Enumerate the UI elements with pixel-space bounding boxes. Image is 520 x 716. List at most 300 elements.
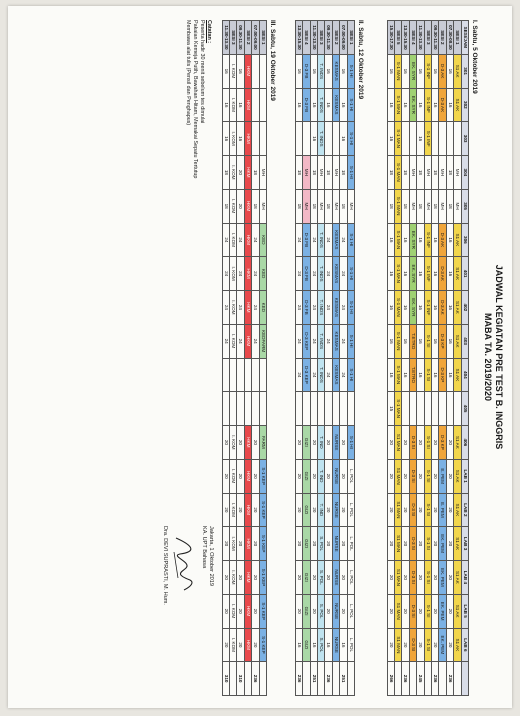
- schedule-cell: 20: [222, 493, 229, 527]
- schedule-cell: 24: [237, 324, 244, 358]
- schedule-cell: T.ETRO: [409, 324, 416, 358]
- schedule-cell: 20: [432, 561, 439, 595]
- table-row: [237, 21, 244, 696]
- schedule-sheet: [8, 6, 512, 708]
- table-row: [454, 21, 461, 696]
- schedule-cell: NURSE: [332, 493, 339, 527]
- sesi-cell: SESI 4: [409, 21, 416, 55]
- note-line-1: Peserta hadir 30 menit sebelum tes dimulai: [199, 20, 205, 124]
- schedule-cell: GIZI: [303, 426, 310, 460]
- table-row: [318, 21, 325, 696]
- schedule-cell: GIZI: [303, 561, 310, 595]
- schedule-cell: 20: [340, 459, 347, 493]
- schedule-cell: 16: [340, 88, 347, 122]
- schedule-cell: HKM: [244, 189, 251, 223]
- schedule-cell: T. INDS: [318, 291, 325, 325]
- header-room: 405: [461, 392, 468, 426]
- schedule-cell: [439, 122, 446, 156]
- total-cell: 266: [387, 662, 394, 696]
- schedule-cell: 24: [252, 223, 259, 257]
- schedule-cell: 18: [432, 156, 439, 190]
- schedule-cell: [259, 122, 266, 156]
- schedule-cell: 16: [310, 122, 317, 156]
- sesi-cell: 11.30-13.30: [417, 21, 424, 55]
- schedule-cell: EK. SYR: [409, 257, 416, 291]
- schedule-cell: 16: [432, 223, 439, 257]
- schedule-cell: KED: [259, 223, 266, 257]
- schedule-cell: 20: [310, 594, 317, 628]
- schedule-cell: 20: [340, 527, 347, 561]
- section-1-title: I. Sabtu, 5 Oktober 2019: [471, 20, 478, 94]
- total-cell: 310: [237, 662, 244, 696]
- schedule-cell: L. POL: [347, 594, 354, 628]
- schedule-cell: GIZI: [303, 493, 310, 527]
- schedule-cell: S1 MAN: [395, 527, 402, 561]
- schedule-cell: 20: [295, 561, 302, 595]
- table-row: [347, 21, 354, 696]
- schedule-cell: 16: [432, 88, 439, 122]
- schedule-cell: 20: [237, 189, 244, 223]
- schedule-cell: D-3 SI: [409, 493, 416, 527]
- schedule-cell: MH: [318, 189, 325, 223]
- schedule-cell: 20: [295, 426, 302, 460]
- schedule-cell: MH: [259, 156, 266, 190]
- schedule-cell: [318, 392, 325, 426]
- schedule-cell: 20: [432, 426, 439, 460]
- table-row: [222, 21, 229, 696]
- schedule-cell: 24: [222, 324, 229, 358]
- total-cell: [303, 662, 310, 696]
- schedule-cell: S1 MAN: [395, 561, 402, 595]
- schedule-cell: 20: [432, 527, 439, 561]
- schedule-cell: NURSE: [332, 561, 339, 595]
- schedule-cell: 20: [295, 527, 302, 561]
- schedule-table-3: [222, 20, 267, 696]
- schedule-cell: I. KOM: [230, 122, 237, 156]
- header-room: LAB 1: [461, 459, 468, 493]
- schedule-cell: EK. SYR: [409, 54, 416, 88]
- schedule-cell: 20: [387, 527, 394, 561]
- schedule-cell: S-1 HI: [347, 156, 354, 190]
- schedule-cell: EK. SYR: [409, 88, 416, 122]
- schedule-table-1: [387, 20, 469, 696]
- schedule-cell: 20: [295, 594, 302, 628]
- schedule-cell: 24: [340, 358, 347, 392]
- schedule-cell: S-1 MAN: [395, 392, 402, 426]
- schedule-cell: 16: [222, 88, 229, 122]
- schedule-cell: 18: [446, 156, 453, 190]
- schedule-cell: S-1 INF: [424, 257, 431, 291]
- schedule-cell: I. KOM: [230, 324, 237, 358]
- schedule-cell: [325, 392, 332, 426]
- table-row: [325, 21, 332, 696]
- total-cell: 310: [222, 662, 229, 696]
- schedule-cell: S-1 SI: [424, 561, 431, 595]
- schedule-cell: S1 AK: [454, 88, 461, 122]
- schedule-cell: 16: [417, 291, 424, 325]
- schedule-cell: [446, 122, 453, 156]
- schedule-cell: 24: [325, 291, 332, 325]
- schedule-cell: 16: [310, 88, 317, 122]
- schedule-cell: 20: [446, 459, 453, 493]
- schedule-cell: 24: [295, 358, 302, 392]
- sesi-cell: SESI 2: [439, 21, 446, 55]
- schedule-cell: 18: [432, 189, 439, 223]
- schedule-cell: 24: [325, 257, 332, 291]
- schedule-cell: T. INDS: [318, 54, 325, 88]
- schedule-cell: 20: [417, 493, 424, 527]
- sesi-cell: 11.30-13.30: [310, 21, 317, 55]
- schedule-cell: I. KOM: [230, 223, 237, 257]
- schedule-cell: 20: [432, 594, 439, 628]
- schedule-cell: KESMAS: [332, 257, 339, 291]
- schedule-cell: 20: [310, 527, 317, 561]
- schedule-cell: EK. PEM: [439, 628, 446, 662]
- schedule-cell: 16: [402, 291, 409, 325]
- schedule-cell: D-3 KP: [439, 324, 446, 358]
- schedule-cell: D-3 AK: [439, 54, 446, 88]
- schedule-cell: D-3 SI: [409, 594, 416, 628]
- table-row: [402, 21, 409, 696]
- schedule-cell: 16: [237, 54, 244, 88]
- schedule-cell: T. IND: [318, 493, 325, 527]
- section-2-title: II. Sabtu, 12 Oktober 2019: [357, 20, 364, 100]
- table-row: [230, 21, 237, 696]
- schedule-cell: [347, 392, 354, 426]
- schedule-cell: 20: [310, 426, 317, 460]
- schedule-cell: 20: [402, 594, 409, 628]
- schedule-cell: 24: [252, 257, 259, 291]
- schedule-cell: S-1 INF: [424, 88, 431, 122]
- schedule-cell: T. INDS: [318, 257, 325, 291]
- sesi-cell: 13.30-15.30: [295, 21, 302, 55]
- schedule-cell: MH: [303, 189, 310, 223]
- schedule-cell: L. POL: [347, 561, 354, 595]
- schedule-cell: 20: [237, 493, 244, 527]
- schedule-cell: 16: [222, 122, 229, 156]
- schedule-cell: MH: [409, 156, 416, 190]
- note-line-3: Membawa alat tulis (Pensil dan Penghapus): [185, 20, 191, 126]
- sesi-cell: SESI 3: [230, 21, 237, 55]
- schedule-cell: MH: [259, 189, 266, 223]
- schedule-cell: S-1 INF: [424, 54, 431, 88]
- table-row: [417, 21, 424, 696]
- schedule-cell: 20: [252, 628, 259, 662]
- schedule-cell: [332, 122, 339, 156]
- schedule-cell: 20: [387, 561, 394, 595]
- schedule-cell: 24: [325, 324, 332, 358]
- schedule-cell: HKM: [244, 223, 251, 257]
- schedule-cell: D-3 SI: [409, 426, 416, 460]
- schedule-cell: I. KOM: [230, 291, 237, 325]
- schedule-cell: 16: [432, 257, 439, 291]
- schedule-cell: [303, 392, 310, 426]
- schedule-cell: S-1 SI: [424, 358, 431, 392]
- sesi-cell: SESI 3: [424, 21, 431, 55]
- schedule-cell: [252, 122, 259, 156]
- schedule-cell: T. INDS: [318, 88, 325, 122]
- schedule-cell: 16: [402, 223, 409, 257]
- schedule-cell: [252, 88, 259, 122]
- schedule-cell: 20: [310, 561, 317, 595]
- schedule-cell: 20: [446, 493, 453, 527]
- schedule-cell: 18: [402, 156, 409, 190]
- schedule-cell: 16: [387, 223, 394, 257]
- schedule-cell: 16: [446, 54, 453, 88]
- schedule-cell: EK. SYR: [409, 223, 416, 257]
- schedule-cell: 16: [402, 257, 409, 291]
- schedule-cell: 20: [222, 459, 229, 493]
- sesi-cell: SESI 1: [259, 21, 266, 55]
- schedule-cell: L. POL: [347, 527, 354, 561]
- schedule-cell: 16: [417, 122, 424, 156]
- schedule-cell: HKM: [244, 257, 251, 291]
- schedule-cell: S-1 INF: [424, 291, 431, 325]
- schedule-cell: S1 MAN: [395, 459, 402, 493]
- schedule-cell: [295, 122, 302, 156]
- schedule-cell: HKM: [244, 88, 251, 122]
- schedule-cell: [303, 122, 310, 156]
- schedule-cell: KESMAS: [332, 358, 339, 392]
- schedule-cell: [252, 392, 259, 426]
- schedule-cell: S1 AK: [454, 358, 461, 392]
- schedule-cell: 20: [417, 594, 424, 628]
- schedule-cell: 24: [295, 324, 302, 358]
- schedule-cell: GIZI: [303, 527, 310, 561]
- schedule-cell: [237, 392, 244, 426]
- schedule-cell: 16: [387, 122, 394, 156]
- schedule-cell: [454, 122, 461, 156]
- schedule-cell: 18: [295, 156, 302, 190]
- schedule-cell: 16: [402, 324, 409, 358]
- schedule-cell: 20: [402, 561, 409, 595]
- total-cell: [318, 662, 325, 696]
- total-cell: [244, 662, 251, 696]
- table-row: [432, 21, 439, 696]
- schedule-cell: S1 AK: [454, 561, 461, 595]
- schedule-cell: 16: [325, 88, 332, 122]
- schedule-cell: [446, 392, 453, 426]
- schedule-cell: NURSE: [332, 594, 339, 628]
- schedule-cell: 18: [295, 189, 302, 223]
- schedule-cell: S1 AK: [454, 324, 461, 358]
- total-cell: [347, 662, 354, 696]
- schedule-cell: S-1 MAN: [395, 156, 402, 190]
- schedule-cell: D-3 FB: [303, 88, 310, 122]
- sesi-cell: 13.30-15.30: [402, 21, 409, 55]
- schedule-cell: [259, 54, 266, 88]
- schedule-cell: S-1 MAN: [395, 88, 402, 122]
- schedule-cell: D-3 AK: [439, 257, 446, 291]
- schedule-cell: D-3 FB: [303, 257, 310, 291]
- schedule-cell: 18: [222, 189, 229, 223]
- total-cell: 236: [446, 662, 453, 696]
- schedule-cell: 20: [446, 527, 453, 561]
- total-cell: [424, 662, 431, 696]
- sesi-cell: 11.30-13.30: [222, 21, 229, 55]
- schedule-cell: 18: [325, 156, 332, 190]
- schedule-cell: 20: [252, 527, 259, 561]
- schedule-cell: 20: [252, 459, 259, 493]
- schedule-cell: S-1 KEP: [259, 628, 266, 662]
- schedule-cell: 20: [325, 493, 332, 527]
- schedule-cell: 16: [446, 223, 453, 257]
- schedule-cell: EK. SYR: [409, 291, 416, 325]
- section-3-title: III. Sabtu, 19 Oktober 2019: [269, 20, 276, 101]
- schedule-cell: 20: [417, 628, 424, 662]
- schedule-cell: S. POL: [318, 561, 325, 595]
- schedule-cell: [439, 392, 446, 426]
- schedule-cell: 18: [340, 156, 347, 190]
- schedule-cell: I. KOM: [230, 561, 237, 595]
- schedule-cell: 20: [325, 459, 332, 493]
- schedule-cell: KESMAS: [332, 223, 339, 257]
- schedule-cell: 16: [387, 358, 394, 392]
- title-line-1: JADWAL KEGIATAN PRE TEST B. INGGRIS: [494, 264, 504, 450]
- schedule-cell: I. KOM: [230, 189, 237, 223]
- schedule-cell: 24: [340, 223, 347, 257]
- schedule-cell: EK. PEM: [439, 527, 446, 561]
- schedule-cell: GIZI: [303, 594, 310, 628]
- schedule-cell: NURSE: [332, 459, 339, 493]
- sesi-cell: 07.00-09.00: [340, 21, 347, 55]
- schedule-cell: [230, 358, 237, 392]
- schedule-cell: I. KOM: [230, 426, 237, 460]
- sesi-cell: 09.30-11.30: [237, 21, 244, 55]
- schedule-cell: S-1 MAN: [395, 291, 402, 325]
- schedule-cell: [325, 122, 332, 156]
- schedule-cell: HKM: [244, 628, 251, 662]
- note-line-2: Pakaian Kemeja Putih, Bawahan Hitam, Memakai Sepatu Tertutup: [192, 20, 198, 179]
- schedule-cell: HKM: [244, 54, 251, 88]
- schedule-cell: 16: [417, 54, 424, 88]
- schedule-cell: S. POL: [318, 527, 325, 561]
- schedule-cell: KESMAS: [332, 324, 339, 358]
- schedule-table-2: [295, 20, 355, 696]
- schedule-cell: T. INDS: [318, 223, 325, 257]
- schedule-cell: 20: [340, 426, 347, 460]
- schedule-cell: S-1 HI: [347, 54, 354, 88]
- schedule-cell: 20: [387, 628, 394, 662]
- schedule-cell: 20: [252, 426, 259, 460]
- notes-title: Catatan :: [206, 20, 212, 44]
- header-room: 305: [461, 189, 468, 223]
- schedule-cell: 16: [417, 88, 424, 122]
- total-cell: [409, 662, 416, 696]
- schedule-cell: E. PEM: [439, 493, 446, 527]
- schedule-cell: S-1 INF: [424, 223, 431, 257]
- schedule-cell: MH: [347, 189, 354, 223]
- schedule-cell: 24: [310, 358, 317, 392]
- schedule-cell: S. POL: [318, 594, 325, 628]
- schedule-cell: 20: [417, 561, 424, 595]
- schedule-cell: 20: [387, 459, 394, 493]
- header-room: LAB 4: [461, 561, 468, 595]
- schedule-cell: S1 MAN: [395, 426, 402, 460]
- schedule-cell: D-3 SI: [409, 628, 416, 662]
- schedule-cell: 20: [295, 459, 302, 493]
- schedule-cell: [454, 392, 461, 426]
- schedule-cell: T. IND: [318, 426, 325, 460]
- schedule-cell: 24: [310, 291, 317, 325]
- schedule-cell: 16: [387, 257, 394, 291]
- schedule-cell: 24: [252, 291, 259, 325]
- schedule-cell: 20: [325, 426, 332, 460]
- schedule-cell: MH: [439, 189, 446, 223]
- header-room: LAB 2: [461, 493, 468, 527]
- schedule-cell: [244, 358, 251, 392]
- schedule-cell: 24: [310, 324, 317, 358]
- header-room: 402: [461, 291, 468, 325]
- schedule-cell: S1 AK: [454, 527, 461, 561]
- schedule-cell: [259, 88, 266, 122]
- schedule-cell: S-1 SI: [424, 324, 431, 358]
- title-line-2: MABA TA. 2019/2020: [483, 312, 493, 402]
- schedule-cell: I. KOM: [230, 594, 237, 628]
- schedule-cell: 16: [446, 358, 453, 392]
- schedule-cell: 18: [387, 156, 394, 190]
- schedule-cell: [402, 392, 409, 426]
- schedule-cell: S1 AK: [454, 54, 461, 88]
- schedule-cell: 16: [402, 358, 409, 392]
- handwritten-signature-icon: [168, 534, 200, 594]
- schedule-cell: I. KOM: [230, 257, 237, 291]
- schedule-cell: 24: [237, 257, 244, 291]
- schedule-cell: 20: [222, 628, 229, 662]
- schedule-cell: I. KOM: [230, 156, 237, 190]
- schedule-cell: 18: [252, 189, 259, 223]
- schedule-cell: 16: [446, 88, 453, 122]
- schedule-cell: 16: [295, 54, 302, 88]
- document-title: [482, 6, 504, 708]
- schedule-cell: 16: [432, 324, 439, 358]
- schedule-cell: HKM: [244, 324, 251, 358]
- schedule-cell: 20: [402, 628, 409, 662]
- schedule-cell: 20: [222, 426, 229, 460]
- header-room: 302: [461, 88, 468, 122]
- signature-place-date: Jakarta, 1 Oktober 2019: [208, 526, 214, 587]
- schedule-cell: 20: [340, 493, 347, 527]
- schedule-cell: S-1 SI: [424, 628, 431, 662]
- schedule-cell: 16: [417, 358, 424, 392]
- schedule-cell: [252, 54, 259, 88]
- total-cell: 251: [310, 662, 317, 696]
- schedule-cell: MH: [424, 189, 431, 223]
- total-cell: 236: [295, 662, 302, 696]
- schedule-cell: 20: [446, 628, 453, 662]
- total-cell: [332, 662, 339, 696]
- schedule-cell: 16: [446, 257, 453, 291]
- header-room: 406: [461, 426, 468, 460]
- schedule-cell: 18: [340, 189, 347, 223]
- header-room: 403: [461, 324, 468, 358]
- sesi-cell: SESI 1: [454, 21, 461, 55]
- schedule-cell: 20: [387, 493, 394, 527]
- schedule-cell: KESMAS: [332, 88, 339, 122]
- schedule-cell: 16: [446, 324, 453, 358]
- schedule-cell: [332, 392, 339, 426]
- schedule-cell: 24: [252, 324, 259, 358]
- schedule-cell: I. KOM: [230, 493, 237, 527]
- schedule-cell: S-1 MAN: [395, 324, 402, 358]
- schedule-cell: I. KOM: [230, 459, 237, 493]
- schedule-cell: S-1 MAN: [395, 358, 402, 392]
- sesi-cell: SESI 3: [318, 21, 325, 55]
- schedule-cell: S1 MAN: [395, 628, 402, 662]
- schedule-cell: S-1 KEP: [259, 594, 266, 628]
- schedule-cell: [340, 392, 347, 426]
- schedule-cell: S1 AK: [454, 223, 461, 257]
